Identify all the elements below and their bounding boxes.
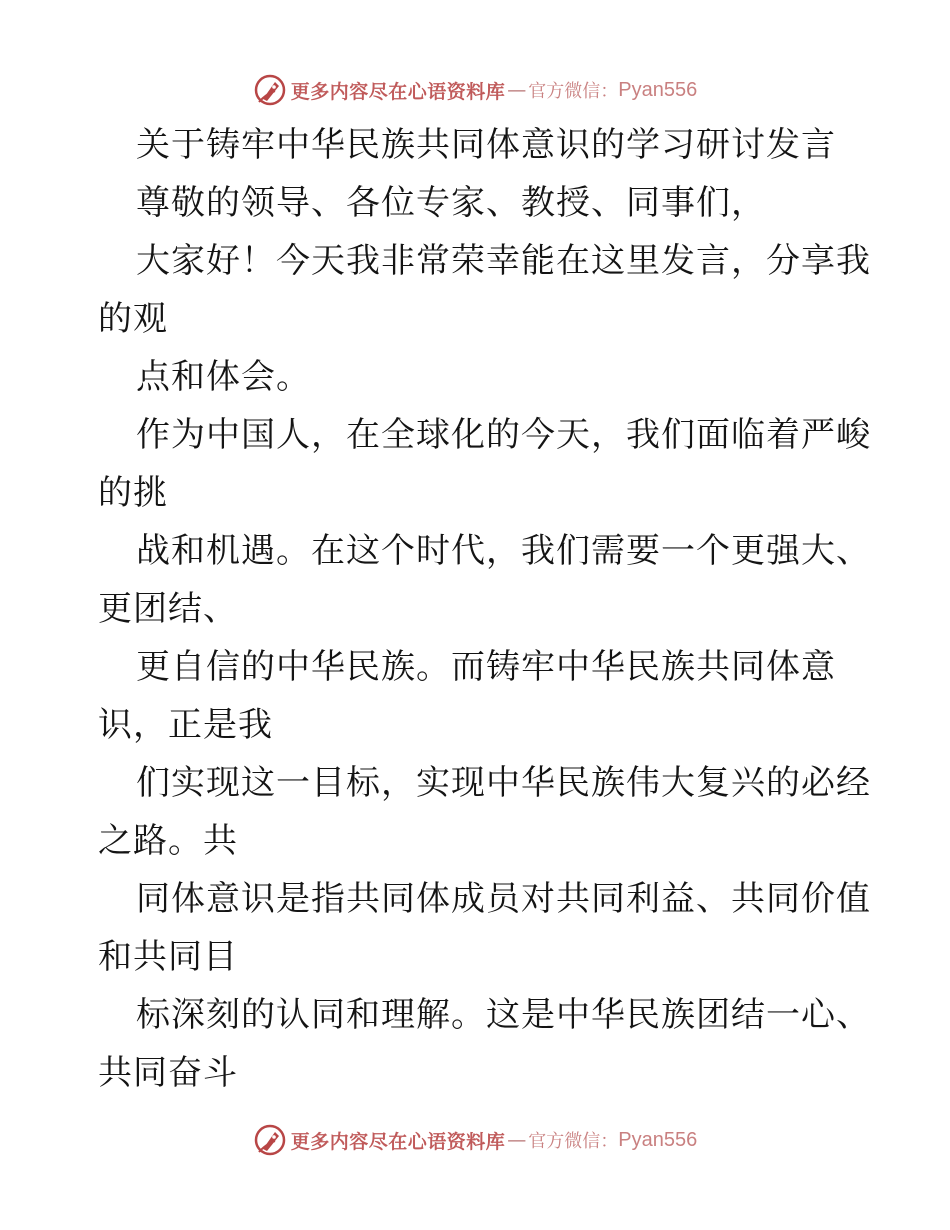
pen-nib-logo-icon bbox=[253, 73, 287, 107]
footer-brand-text: 更多内容尽在心语资料库 bbox=[290, 1130, 506, 1153]
document-line: 们实现这一目标，实现中华民族伟大复兴的必经 bbox=[136, 763, 871, 803]
document-line: 的观 bbox=[98, 299, 168, 339]
footer-dash: — bbox=[507, 1129, 527, 1151]
document-line: 识，正是我 bbox=[98, 705, 273, 745]
document-line: 大家好！今天我非常荣幸能在这里发言，分享我 bbox=[136, 241, 871, 281]
document-line: 的挑 bbox=[98, 473, 168, 513]
document-line: 更自信的中华民族。而铸牢中华民族共同体意 bbox=[136, 647, 836, 687]
document-line: 战和机遇。在这个时代，我们需要一个更强大、 bbox=[136, 531, 871, 571]
header-brand-text: 更多内容尽在心语资料库 bbox=[290, 80, 506, 103]
footer-wechat-id: Pyan556 bbox=[618, 1128, 698, 1151]
document-line: 同体意识是指共同体成员对共同利益、共同价值 bbox=[136, 879, 871, 919]
document-line: 和共同目 bbox=[98, 937, 238, 977]
document-body bbox=[98, 116, 871, 1102]
document-line: 作为中国人，在全球化的今天，我们面临着严峻 bbox=[136, 415, 871, 455]
document-line: 关于铸牢中华民族共同体意识的学习研讨发言 bbox=[136, 125, 836, 165]
header-dash: — bbox=[507, 79, 527, 101]
header-wechat-label: 官方微信： bbox=[528, 81, 619, 102]
footer-wechat-label: 官方微信： bbox=[528, 1131, 619, 1152]
document-line: 标深刻的认同和理解。这是中华民族团结一心、 bbox=[136, 995, 871, 1035]
document-line: 点和体会。 bbox=[136, 357, 311, 397]
document-line: 尊敬的领导、各位专家、教授、同事们， bbox=[136, 183, 766, 223]
header-wechat-id: Pyan556 bbox=[618, 78, 698, 101]
pen-nib-logo-icon bbox=[253, 1123, 287, 1157]
document-line: 更团结、 bbox=[98, 589, 238, 629]
document-line: 共同奋斗 bbox=[98, 1053, 238, 1093]
document-line: 之路。共 bbox=[98, 821, 238, 861]
page-header-watermark bbox=[0, 70, 950, 110]
page-footer-watermark bbox=[0, 1120, 950, 1160]
